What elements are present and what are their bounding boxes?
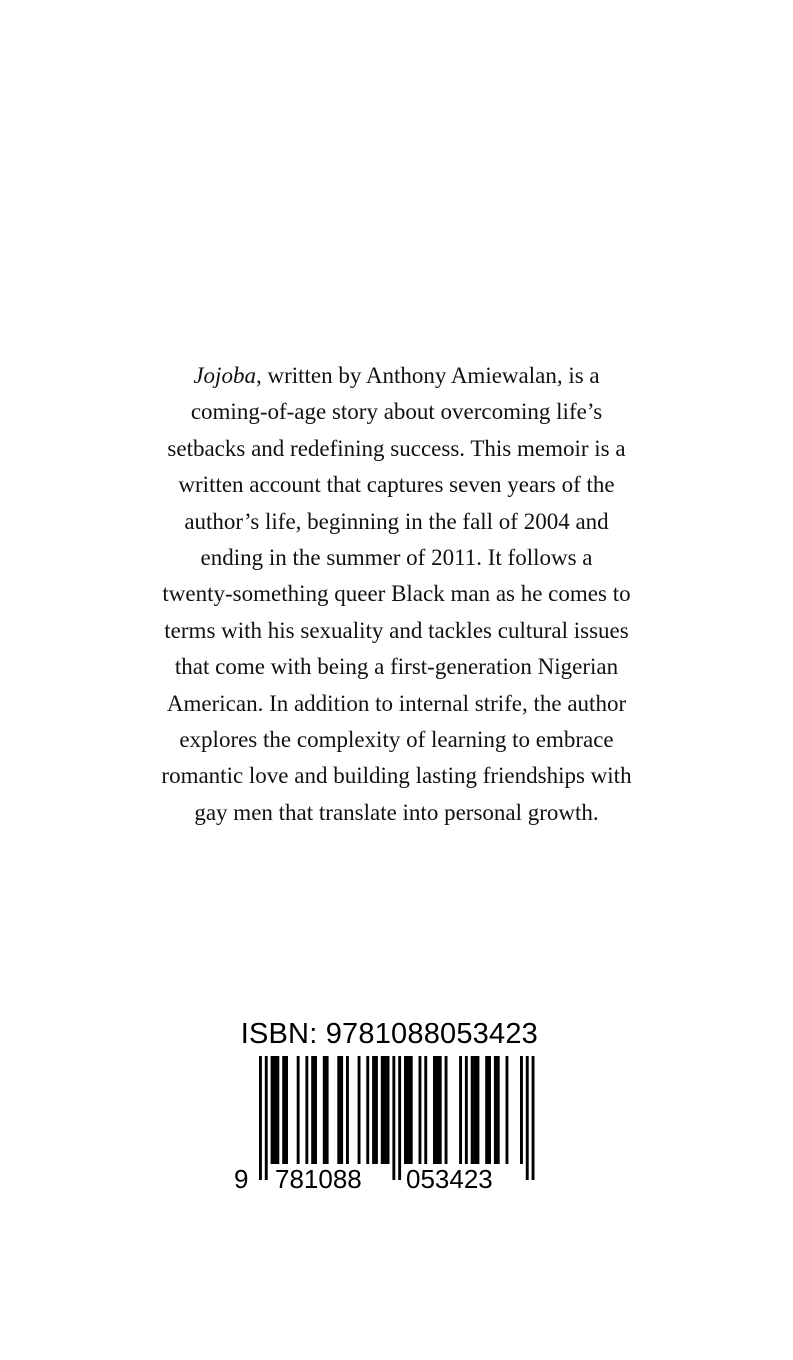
barcode-bar (337, 1056, 343, 1164)
barcode-bar (506, 1056, 509, 1164)
barcode-bar (471, 1056, 480, 1164)
barcode-guard-bar (526, 1056, 529, 1180)
blurb-line: coming-of-age story about overcoming life’s (190, 399, 603, 425)
barcode-bar (494, 1056, 500, 1164)
barcode-right-digits: 053423 (406, 1164, 493, 1194)
blurb-line: author’s life, beginning in the fall of 2004 and (184, 508, 609, 534)
barcode-bar (433, 1056, 442, 1164)
barcode-bar (520, 1056, 523, 1164)
isbn-label: ISBN: 9781088053423 (240, 1018, 538, 1050)
barcode-guard-bar (259, 1056, 262, 1180)
book-title: Jojoba (193, 363, 256, 388)
barcode-bar (305, 1056, 308, 1164)
barcode-bars (259, 1056, 535, 1180)
barcode-bar (459, 1056, 462, 1164)
blurb-line: American. In addition to internal strife, the author (166, 690, 627, 716)
blurb-line: terms with his sexuality and tackles cultural issues (164, 617, 629, 643)
barcode-guard-bar (532, 1056, 535, 1180)
blurb-line: that come with being a first-generation Nigerian (174, 654, 619, 680)
barcode-guard-bar (392, 1056, 395, 1180)
barcode-guard-bar (265, 1056, 268, 1180)
barcode-bar (372, 1056, 378, 1164)
barcode-bar (424, 1056, 427, 1164)
barcode (232, 1056, 542, 1196)
barcode-bar (465, 1056, 468, 1164)
barcode-bar (404, 1056, 413, 1164)
barcode-bar (311, 1056, 317, 1164)
barcode-bar (366, 1056, 369, 1164)
blurb-line: twenty-something queer Black man as he comes to (162, 581, 631, 607)
barcode-graphic (232, 1056, 542, 1196)
barcode-bar (445, 1056, 448, 1164)
barcode-bar (381, 1056, 390, 1164)
barcode-bar (358, 1056, 361, 1164)
blurb-line: written account that captures seven years of the (178, 472, 615, 498)
blurb-line: explores the complexity of learning to embrace (179, 727, 614, 753)
barcode-bar (282, 1056, 288, 1164)
back-cover-blurb (120, 358, 673, 831)
blurb-line: gay men that translate into personal growth. (194, 799, 599, 825)
blurb-line: Jojoba, written by Anthony Amiewalan, is a (193, 363, 600, 388)
blurb-line: ending in the summer of 2011. It follows a (200, 545, 593, 571)
barcode-bar (419, 1056, 422, 1164)
barcode-guard-bar (398, 1056, 401, 1180)
barcode-bar (485, 1056, 491, 1164)
barcode-bar (346, 1056, 349, 1164)
barcode-bar (271, 1056, 280, 1164)
barcode-bar (323, 1056, 329, 1164)
isbn-block (232, 1018, 542, 1194)
barcode-lead-digit: 9 (234, 1164, 249, 1194)
blurb-line: setbacks and redefining success. This memoir is a (167, 435, 626, 461)
barcode-left-digits: 781088 (275, 1164, 362, 1194)
barcode-bar (297, 1056, 300, 1164)
blurb-line: romantic love and building lasting friendships with (161, 763, 632, 789)
